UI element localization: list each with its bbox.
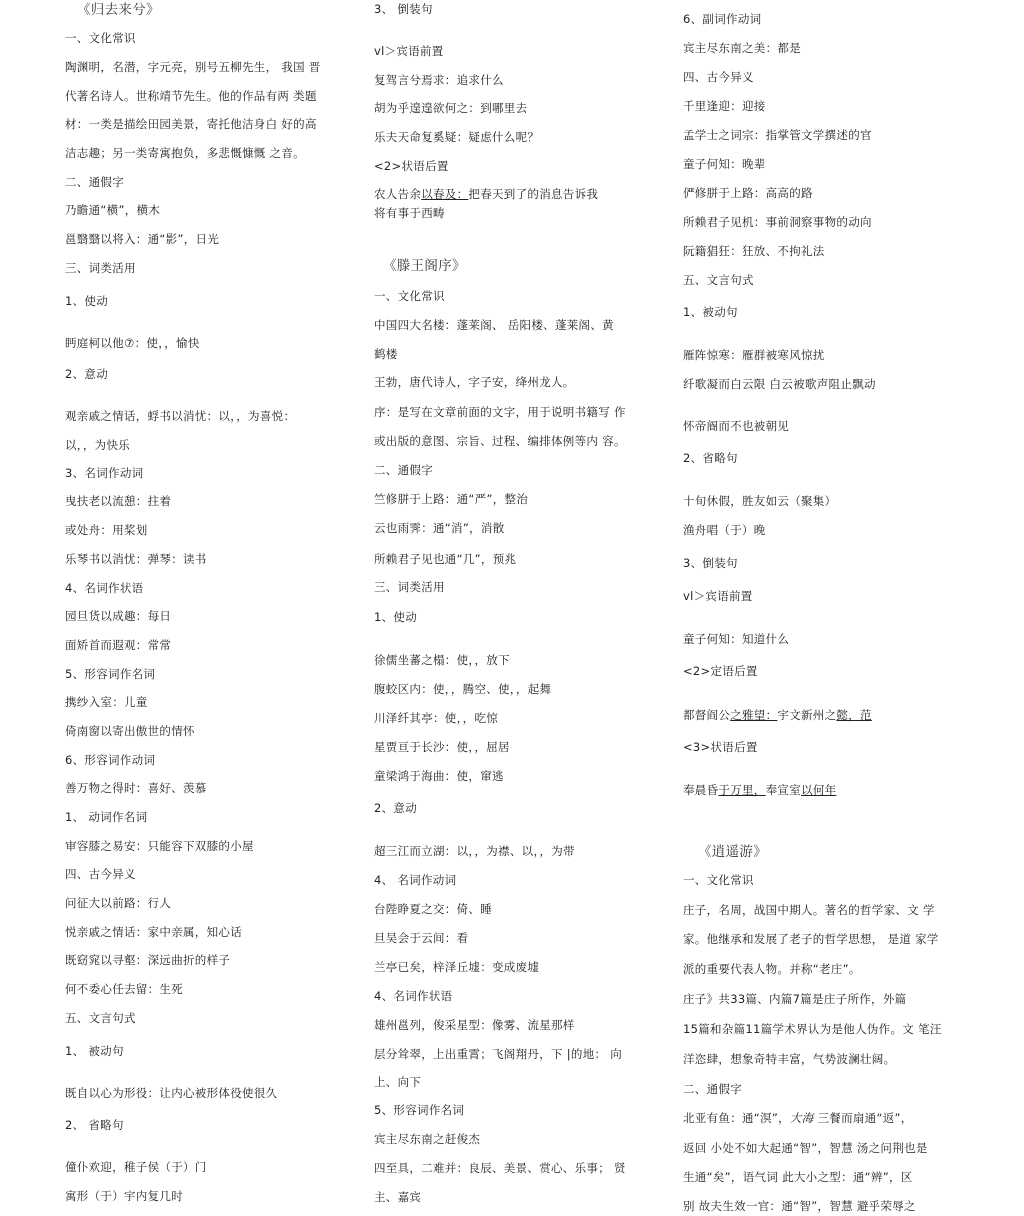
text-line: 四、古今异义 bbox=[65, 867, 136, 881]
text-line: 鹤楼 bbox=[374, 347, 398, 361]
text-line: 一、文化常识 bbox=[683, 873, 754, 887]
text-line: 4、名词作状语 bbox=[65, 581, 144, 595]
text-line: 倚南窗以寄出傲世的情怀 bbox=[65, 724, 195, 738]
underlined-text: 以何年 bbox=[801, 783, 837, 797]
text-line: 纤歌凝而白云限 白云被歌声阻止飘动 bbox=[683, 377, 876, 391]
text-line: 雄州邕列，俊采星型：像雾、流星那样 bbox=[374, 1018, 575, 1032]
text-line: 既窈窕以寻壑：深远曲折的样子 bbox=[65, 953, 231, 967]
section-title: 《滕王阁序》 bbox=[383, 258, 466, 274]
text-span: 奉晨昏 bbox=[683, 783, 719, 797]
text-line: 渔舟唱（于）晚 bbox=[683, 523, 766, 537]
text-line: 怀帝阍而不也被朝见 bbox=[683, 419, 790, 433]
underlined-text: 于万里， bbox=[718, 783, 766, 797]
text-line: 1、使动 bbox=[374, 610, 418, 624]
text-line: 邕翳翳以将入：通“影”，日光 bbox=[65, 232, 220, 246]
text-line: 雁阵惊寒：雁群被寒风惊扰 bbox=[683, 348, 825, 362]
text-line: 返回 小处不如大起通“智”，智慧 汤之问荆也是 bbox=[683, 1141, 928, 1155]
text-line: 3、名词作动词 bbox=[65, 466, 144, 480]
text-line: <3>状语后置 bbox=[683, 740, 758, 754]
text-line: 腹蛟区内：使，，腾空、使，，起舞 bbox=[374, 682, 552, 696]
text-line: 生通“矣”，语气词 此大小之型：通“辨”，区 bbox=[683, 1170, 913, 1184]
text-span: 都督阎公 bbox=[683, 708, 731, 722]
text-line: 2、意动 bbox=[65, 367, 109, 381]
text-line: 三、词类活用 bbox=[65, 261, 136, 275]
text-line: 庄子，名周，战国中期人。著名的哲学家、文 学 bbox=[683, 903, 935, 917]
text-line: 云也雨霁：通“消”，消散 bbox=[374, 521, 505, 535]
text-line: 代著名诗人。世称靖节先生。他的作品有两 类题 bbox=[65, 89, 317, 103]
text-span: 奉宣室 bbox=[765, 783, 802, 797]
text-line: 所赖君子见也通“几”，预兆 bbox=[374, 552, 517, 566]
text-line: 1、使动 bbox=[65, 294, 109, 308]
text-line: 或处舟：用桨划 bbox=[65, 523, 148, 537]
text-line: 2、 省略句 bbox=[65, 1118, 124, 1132]
text-line: 2、省略句 bbox=[683, 451, 738, 465]
text-line: 星贾亘于长沙：使，，屈居 bbox=[374, 740, 510, 754]
underlined-text: 之雅望： bbox=[730, 708, 778, 722]
text-line: 何不委心任去留：生死 bbox=[65, 982, 183, 996]
text-line bbox=[683, 783, 836, 797]
text-line: 二、通假字 bbox=[65, 175, 124, 189]
text-line: 4、 名词作动词 bbox=[374, 873, 457, 887]
text-line: 家。他继承和发展了老子的哲学思想， 是道 家学 bbox=[683, 932, 939, 946]
text-line: 观亲戚之情话，蜉书以消忧：以，，为喜悦： bbox=[65, 409, 296, 423]
text-line: 洋恣肆，想象奇特丰富，气势波澜壮阔。 bbox=[683, 1052, 896, 1066]
text-line: 俨修胼于上路：高高的路 bbox=[683, 186, 813, 200]
text-line: 6、副词作动词 bbox=[683, 12, 762, 26]
text-line: 三、词类活用 bbox=[374, 580, 445, 594]
text-line: 1、 被动句 bbox=[65, 1044, 124, 1058]
text-line: 眄庭柯以他⑦：使，，愉快 bbox=[65, 336, 200, 350]
text-line: 阮籍猖狂：狂放、不拘礼法 bbox=[683, 244, 825, 258]
text-line: 童子何知：知道什么 bbox=[683, 632, 790, 646]
text-span: 大海 bbox=[789, 1111, 814, 1125]
text-line: 5、形容词作名词 bbox=[65, 667, 156, 681]
text-line: 旦吴会于云间：看 bbox=[374, 931, 469, 945]
text-span: 北亚有鱼：通“溟”， bbox=[683, 1111, 790, 1125]
text-line: 2、意动 bbox=[374, 801, 418, 815]
text-line: 所赖君子见机：事前洞察事物的动向 bbox=[683, 215, 872, 229]
text-line: 面矫首而遐观：常常 bbox=[65, 638, 172, 652]
text-line: 曳扶老以流憩：拄着 bbox=[65, 494, 172, 508]
text-line: 上、向下 bbox=[374, 1075, 422, 1089]
text-line: 携纱入室：儿童 bbox=[65, 695, 148, 709]
text-line: 乐夫天命复奚疑：疑虑什么呢？ bbox=[374, 130, 540, 144]
text-line: 园旦货以成趣：每日 bbox=[65, 609, 172, 623]
text-line: 主、嘉宾 bbox=[374, 1190, 422, 1204]
text-line: 竺修胼于上路：通“严”，整治 bbox=[374, 492, 529, 506]
text-line: 二、通假字 bbox=[683, 1082, 742, 1096]
text-line: 童子何知：晚辈 bbox=[683, 157, 766, 171]
text-line: 洁志趣；另一类寄寓抱负，多悲慨慷慨 之音。 bbox=[65, 146, 305, 160]
text-line: 兰亭已矣，梓泽丘墟：变成废墟 bbox=[374, 960, 540, 974]
text-line: 台陛睁夏之交：倚、睡 bbox=[374, 902, 492, 916]
text-line: <2>状语后置 bbox=[374, 159, 449, 173]
text-line: 四至具，二难并：良辰、美景、赏心、乐事； 贤 bbox=[374, 1161, 626, 1175]
text-line: 乃瞻通“横”，横木 bbox=[65, 203, 161, 217]
text-line: 五、文言句式 bbox=[683, 273, 754, 287]
text-line: 千里逢迎：迎接 bbox=[683, 99, 766, 113]
text-line: 复驾言兮焉求：追求什么 bbox=[374, 73, 504, 87]
text-line: 十旬休假，胜友如云（聚集） bbox=[683, 494, 837, 508]
text-line: 问征大以前路：行人 bbox=[65, 896, 172, 910]
text-line: 将有事于西畴 bbox=[374, 206, 445, 220]
text-line: 既自以心为形役：让内心被形体役使很久 bbox=[65, 1086, 278, 1100]
text-line: 陶渊明，名潜，字元亮，别号五柳先生， 我国 晋 bbox=[65, 60, 321, 74]
text-line: 寓形（于）宇内复几时 bbox=[65, 1189, 183, 1203]
text-line: 材：一类是描绘田园美景，寄托他洁身白 好的高 bbox=[65, 117, 317, 131]
text-line: 僮仆欢迎，稚子侯（于）门 bbox=[65, 1160, 207, 1174]
text-line: 4、名词作状语 bbox=[374, 989, 453, 1003]
text-line: 童梁鸿于海曲：使，窜逃 bbox=[374, 769, 504, 783]
section-title: 《归去来兮》 bbox=[77, 2, 160, 18]
underlined-text: 以春及： bbox=[421, 187, 469, 201]
text-line: 别 故夫生效一官：通“智”，智慧 避乎荣辱之 bbox=[683, 1199, 916, 1213]
text-line: 中国四大名楼：蓬莱阁、 岳阳楼、蓬莱阁、黄 bbox=[374, 318, 614, 332]
text-line: 派的重要代表人物。并称“老庄”。 bbox=[683, 962, 861, 976]
text-line: 庄子》共33篇、内篇7篇是庄子所作，外篇 bbox=[683, 992, 907, 1006]
text-line: 1、被动句 bbox=[683, 305, 738, 319]
text-line: 胡为乎遑遑欲何之：到哪里去 bbox=[374, 101, 528, 115]
text-line: 宾主尽东南之美：都是 bbox=[683, 41, 801, 55]
text-span: 把春天到了的消息告诉我 bbox=[468, 187, 599, 201]
text-line: <2>定语后置 bbox=[683, 664, 758, 678]
text-line: 宾主尽东南之赶俊杰 bbox=[374, 1132, 481, 1146]
text-line: 以，，为快乐 bbox=[65, 438, 131, 452]
text-line: 一、文化常识 bbox=[65, 31, 136, 45]
text-line: 审容膝之易安：只能容下双膝的小屋 bbox=[65, 839, 254, 853]
text-line: 15篇和杂篇11篇学术界认为是他人伪作。文 笔汪 bbox=[683, 1022, 942, 1036]
text-line: 5、形容词作名词 bbox=[374, 1103, 465, 1117]
text-line bbox=[683, 1111, 913, 1125]
text-line: 3、 倒装句 bbox=[374, 2, 433, 16]
text-line: 超三江而立湖：以，，为襟、以，，为带 bbox=[374, 844, 575, 858]
text-line: 6、形容词作动词 bbox=[65, 753, 156, 767]
text-line: 善万物之得时：喜好、羡慕 bbox=[65, 781, 207, 795]
text-line: vl＞宾语前置 bbox=[374, 44, 444, 58]
text-line: 四、古今异义 bbox=[683, 70, 754, 84]
text-line: 五、文言句式 bbox=[65, 1011, 136, 1025]
text-line: 王勃，唐代诗人，字子安，绛州龙人。 bbox=[374, 375, 575, 389]
text-line: 1、 动词作名词 bbox=[65, 810, 148, 824]
text-line: 乐琴书以消忧：弹琴：读书 bbox=[65, 552, 207, 566]
text-line: 序：是写在文章前面的文字，用于说明书籍写 作 bbox=[374, 405, 626, 419]
text-line: 3、倒装句 bbox=[683, 556, 738, 570]
text-line: 一、文化常识 bbox=[374, 289, 445, 303]
text-line: 悦亲戚之情话：家中亲属，知心话 bbox=[65, 925, 242, 939]
text-line: 徐儒坐蕃之榻：使，，放下 bbox=[374, 653, 510, 667]
text-span: 宇文新州之 bbox=[777, 708, 837, 722]
text-span: 三餐而扇通“返”， bbox=[813, 1111, 913, 1125]
text-line: 或出版的意图、宗旨、过程、编排体例等内 容。 bbox=[374, 434, 626, 448]
text-line: 川泽纤其亭：使，，吃惊 bbox=[374, 711, 499, 725]
text-line: 孟学士之词宗：指掌管文学撰述的官 bbox=[683, 128, 872, 142]
text-span: 农人告余 bbox=[374, 187, 422, 201]
underlined-text: 懿，范 bbox=[836, 708, 872, 722]
section-title: 《逍遥游》 bbox=[698, 844, 767, 860]
text-line: vl＞宾语前置 bbox=[683, 589, 753, 603]
text-line: 二、通假字 bbox=[374, 463, 433, 477]
text-line bbox=[374, 187, 598, 201]
text-line: 层分耸翠，上出重霄；飞阁翔丹，下 |的地： 向 bbox=[374, 1047, 623, 1061]
text-line bbox=[683, 708, 872, 722]
